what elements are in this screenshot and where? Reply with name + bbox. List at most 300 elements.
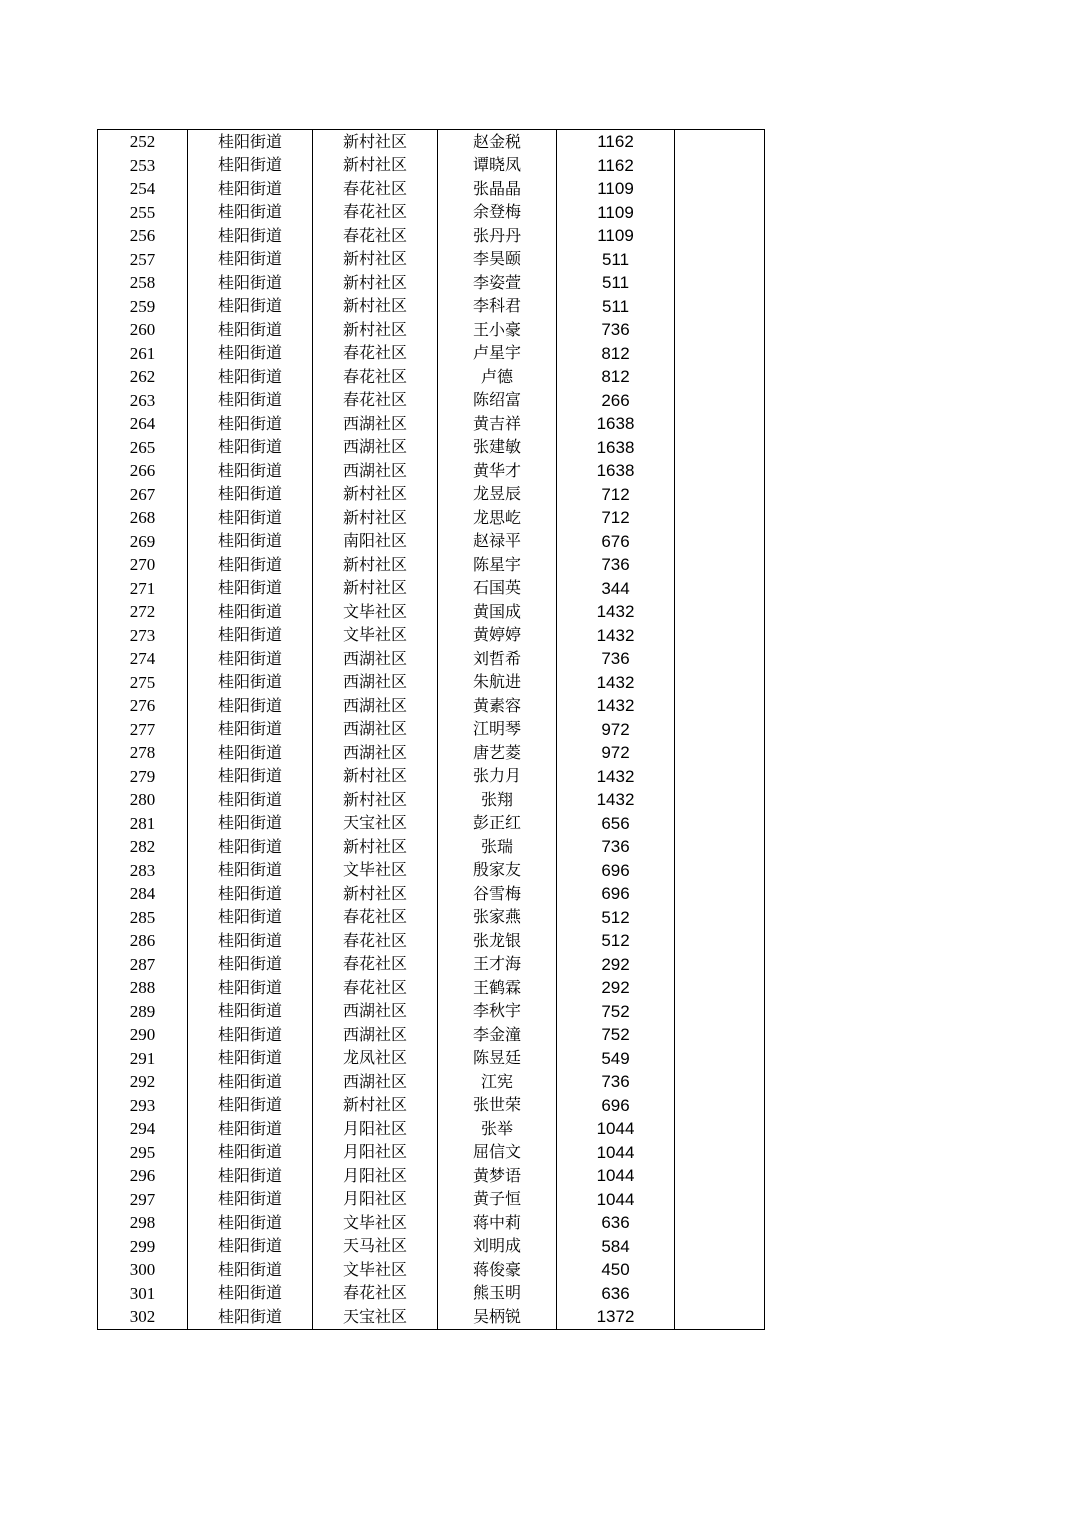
table-row: [98, 718, 765, 742]
cell-name: 黄吉祥: [438, 412, 557, 436]
cell-note: [675, 318, 765, 342]
cell-amount: 812: [557, 342, 675, 366]
cell-amount: 1044: [557, 1164, 675, 1188]
cell-community: 月阳社区: [313, 1141, 438, 1165]
table-row: [98, 365, 765, 389]
cell-name: 谭晓凤: [438, 154, 557, 178]
cell-note: [675, 624, 765, 648]
cell-name: 张丹丹: [438, 224, 557, 248]
cell-community: 春花社区: [313, 389, 438, 413]
cell-note: [675, 1188, 765, 1212]
cell-name: 卢德: [438, 365, 557, 389]
cell-amount: 736: [557, 1070, 675, 1094]
cell-community: 西湖社区: [313, 671, 438, 695]
cell-note: [675, 1164, 765, 1188]
cell-street: 桂阳街道: [188, 1305, 313, 1329]
cell-note: [675, 976, 765, 1000]
cell-note: [675, 765, 765, 789]
cell-street: 桂阳街道: [188, 577, 313, 601]
cell-community: 春花社区: [313, 929, 438, 953]
cell-amount: 736: [557, 835, 675, 859]
table-row: [98, 812, 765, 836]
cell-amount: 1162: [557, 154, 675, 178]
cell-number: 297: [98, 1188, 188, 1212]
cell-note: [675, 1117, 765, 1141]
cell-number: 278: [98, 741, 188, 765]
cell-note: [675, 953, 765, 977]
cell-street: 桂阳街道: [188, 976, 313, 1000]
cell-name: 屈信文: [438, 1141, 557, 1165]
cell-note: [675, 741, 765, 765]
cell-community: 西湖社区: [313, 694, 438, 718]
cell-street: 桂阳街道: [188, 1094, 313, 1118]
table-row: [98, 1211, 765, 1235]
cell-amount: 511: [557, 271, 675, 295]
cell-community: 春花社区: [313, 342, 438, 366]
cell-name: 王小豪: [438, 318, 557, 342]
cell-name: 刘哲希: [438, 647, 557, 671]
cell-number: 267: [98, 483, 188, 507]
cell-name: 黄国成: [438, 600, 557, 624]
cell-amount: 344: [557, 577, 675, 601]
cell-amount: 1044: [557, 1117, 675, 1141]
table-row: [98, 765, 765, 789]
cell-name: 陈昱廷: [438, 1047, 557, 1071]
cell-note: [675, 436, 765, 460]
cell-number: 279: [98, 765, 188, 789]
cell-community: 西湖社区: [313, 459, 438, 483]
cell-amount: 696: [557, 859, 675, 883]
cell-community: 春花社区: [313, 906, 438, 930]
cell-community: 天宝社区: [313, 1305, 438, 1329]
cell-community: 文毕社区: [313, 624, 438, 648]
cell-community: 新村社区: [313, 271, 438, 295]
cell-note: [675, 365, 765, 389]
cell-community: 西湖社区: [313, 647, 438, 671]
cell-amount: 696: [557, 882, 675, 906]
cell-number: 282: [98, 835, 188, 859]
cell-community: 新村社区: [313, 577, 438, 601]
cell-amount: 656: [557, 812, 675, 836]
cell-street: 桂阳街道: [188, 1141, 313, 1165]
cell-name: 朱航进: [438, 671, 557, 695]
cell-amount: 512: [557, 906, 675, 930]
cell-name: 黄素容: [438, 694, 557, 718]
cell-community: 春花社区: [313, 177, 438, 201]
cell-street: 桂阳街道: [188, 342, 313, 366]
cell-amount: 1372: [557, 1305, 675, 1329]
cell-note: [675, 859, 765, 883]
cell-street: 桂阳街道: [188, 1047, 313, 1071]
cell-street: 桂阳街道: [188, 271, 313, 295]
cell-number: 269: [98, 530, 188, 554]
cell-street: 桂阳街道: [188, 1211, 313, 1235]
table-row: [98, 577, 765, 601]
table-row: [98, 1094, 765, 1118]
cell-street: 桂阳街道: [188, 1235, 313, 1259]
cell-name: 黄子恒: [438, 1188, 557, 1212]
cell-amount: 1044: [557, 1141, 675, 1165]
cell-note: [675, 929, 765, 953]
cell-number: 271: [98, 577, 188, 601]
cell-amount: 712: [557, 506, 675, 530]
cell-amount: 676: [557, 530, 675, 554]
table-row: [98, 177, 765, 201]
table-row: [98, 953, 765, 977]
cell-street: 桂阳街道: [188, 1023, 313, 1047]
cell-note: [675, 812, 765, 836]
cell-name: 吴柄锐: [438, 1305, 557, 1329]
cell-street: 桂阳街道: [188, 647, 313, 671]
cell-note: [675, 577, 765, 601]
cell-amount: 511: [557, 295, 675, 319]
cell-name: 蒋俊豪: [438, 1258, 557, 1282]
cell-amount: 972: [557, 718, 675, 742]
cell-amount: 1109: [557, 201, 675, 225]
cell-name: 江宪: [438, 1070, 557, 1094]
cell-name: 张瑞: [438, 835, 557, 859]
cell-number: 276: [98, 694, 188, 718]
cell-number: 264: [98, 412, 188, 436]
cell-amount: 736: [557, 318, 675, 342]
table-row: [98, 224, 765, 248]
cell-street: 桂阳街道: [188, 1188, 313, 1212]
cell-name: 黄梦语: [438, 1164, 557, 1188]
cell-note: [675, 1235, 765, 1259]
cell-name: 王才海: [438, 953, 557, 977]
cell-amount: 1432: [557, 624, 675, 648]
cell-community: 西湖社区: [313, 1070, 438, 1094]
cell-street: 桂阳街道: [188, 812, 313, 836]
cell-number: 300: [98, 1258, 188, 1282]
cell-number: 277: [98, 718, 188, 742]
table-row: [98, 788, 765, 812]
cell-note: [675, 342, 765, 366]
cell-name: 余登梅: [438, 201, 557, 225]
cell-community: 春花社区: [313, 201, 438, 225]
table-row: [98, 1070, 765, 1094]
cell-amount: 1109: [557, 177, 675, 201]
cell-name: 张家燕: [438, 906, 557, 930]
table-row: [98, 271, 765, 295]
cell-street: 桂阳街道: [188, 530, 313, 554]
cell-note: [675, 906, 765, 930]
table-row: [98, 1047, 765, 1071]
cell-note: [675, 553, 765, 577]
cell-community: 文毕社区: [313, 1258, 438, 1282]
cell-number: 259: [98, 295, 188, 319]
cell-number: 299: [98, 1235, 188, 1259]
cell-name: 张力月: [438, 765, 557, 789]
cell-name: 石国英: [438, 577, 557, 601]
cell-community: 春花社区: [313, 953, 438, 977]
cell-street: 桂阳街道: [188, 1000, 313, 1024]
cell-amount: 266: [557, 389, 675, 413]
cell-name: 张龙银: [438, 929, 557, 953]
cell-note: [675, 412, 765, 436]
cell-amount: 1432: [557, 765, 675, 789]
cell-community: 新村社区: [313, 154, 438, 178]
cell-amount: 1044: [557, 1188, 675, 1212]
cell-name: 李科君: [438, 295, 557, 319]
cell-amount: 812: [557, 365, 675, 389]
table-row: [98, 600, 765, 624]
cell-note: [675, 600, 765, 624]
cell-name: 王鹤霖: [438, 976, 557, 1000]
cell-name: 殷家友: [438, 859, 557, 883]
cell-note: [675, 1070, 765, 1094]
table-row: [98, 1258, 765, 1282]
cell-name: 张世荣: [438, 1094, 557, 1118]
cell-number: 296: [98, 1164, 188, 1188]
cell-note: [675, 1211, 765, 1235]
cell-note: [675, 647, 765, 671]
cell-community: 春花社区: [313, 976, 438, 1000]
table-row: [98, 1141, 765, 1165]
cell-name: 张晶晶: [438, 177, 557, 201]
cell-number: 254: [98, 177, 188, 201]
cell-street: 桂阳街道: [188, 154, 313, 178]
cell-community: 新村社区: [313, 318, 438, 342]
cell-note: [675, 271, 765, 295]
cell-community: 西湖社区: [313, 1000, 438, 1024]
table-row: [98, 976, 765, 1000]
cell-community: 月阳社区: [313, 1188, 438, 1212]
cell-name: 黄华才: [438, 459, 557, 483]
cell-community: 文毕社区: [313, 1211, 438, 1235]
cell-street: 桂阳街道: [188, 412, 313, 436]
cell-amount: 292: [557, 953, 675, 977]
cell-street: 桂阳街道: [188, 600, 313, 624]
cell-community: 新村社区: [313, 295, 438, 319]
cell-note: [675, 154, 765, 178]
cell-number: 274: [98, 647, 188, 671]
table-row: [98, 506, 765, 530]
cell-name: 谷雪梅: [438, 882, 557, 906]
table-row: [98, 835, 765, 859]
cell-street: 桂阳街道: [188, 906, 313, 930]
cell-amount: 736: [557, 647, 675, 671]
cell-number: 266: [98, 459, 188, 483]
cell-street: 桂阳街道: [188, 859, 313, 883]
cell-number: 261: [98, 342, 188, 366]
table-row: [98, 530, 765, 554]
cell-community: 新村社区: [313, 1094, 438, 1118]
cell-note: [675, 530, 765, 554]
table-row: [98, 1188, 765, 1212]
cell-street: 桂阳街道: [188, 553, 313, 577]
cell-number: 265: [98, 436, 188, 460]
cell-community: 文毕社区: [313, 859, 438, 883]
cell-community: 西湖社区: [313, 718, 438, 742]
table-row: [98, 318, 765, 342]
cell-number: 280: [98, 788, 188, 812]
table-row: [98, 154, 765, 178]
cell-name: 黄婷婷: [438, 624, 557, 648]
cell-community: 月阳社区: [313, 1117, 438, 1141]
cell-street: 桂阳街道: [188, 741, 313, 765]
table-row: [98, 624, 765, 648]
cell-note: [675, 1282, 765, 1306]
cell-community: 新村社区: [313, 765, 438, 789]
cell-amount: 1162: [557, 130, 675, 154]
cell-street: 桂阳街道: [188, 929, 313, 953]
cell-name: 彭正红: [438, 812, 557, 836]
cell-name: 龙昱辰: [438, 483, 557, 507]
cell-street: 桂阳街道: [188, 1117, 313, 1141]
table-row: [98, 412, 765, 436]
table-row: [98, 882, 765, 906]
cell-number: 268: [98, 506, 188, 530]
table-row: [98, 389, 765, 413]
cell-number: 287: [98, 953, 188, 977]
cell-number: 270: [98, 553, 188, 577]
cell-community: 新村社区: [313, 506, 438, 530]
cell-street: 桂阳街道: [188, 506, 313, 530]
cell-amount: 1432: [557, 600, 675, 624]
cell-amount: 292: [557, 976, 675, 1000]
cell-amount: 1638: [557, 459, 675, 483]
cell-name: 李金潼: [438, 1023, 557, 1047]
cell-community: 西湖社区: [313, 412, 438, 436]
table-row: [98, 295, 765, 319]
table-row: [98, 436, 765, 460]
cell-note: [675, 459, 765, 483]
table-body: [98, 130, 765, 1330]
table-row: [98, 553, 765, 577]
cell-street: 桂阳街道: [188, 1258, 313, 1282]
table-row: [98, 483, 765, 507]
cell-note: [675, 718, 765, 742]
cell-note: [675, 671, 765, 695]
cell-name: 李姿萱: [438, 271, 557, 295]
cell-name: 陈星宇: [438, 553, 557, 577]
cell-note: [675, 835, 765, 859]
table-row: [98, 694, 765, 718]
cell-number: 284: [98, 882, 188, 906]
cell-note: [675, 1094, 765, 1118]
cell-number: 253: [98, 154, 188, 178]
cell-name: 唐艺菱: [438, 741, 557, 765]
cell-community: 天宝社区: [313, 812, 438, 836]
cell-community: 春花社区: [313, 365, 438, 389]
cell-number: 292: [98, 1070, 188, 1094]
cell-community: 新村社区: [313, 788, 438, 812]
cell-street: 桂阳街道: [188, 624, 313, 648]
cell-number: 281: [98, 812, 188, 836]
cell-name: 江明琴: [438, 718, 557, 742]
cell-amount: 549: [557, 1047, 675, 1071]
table-row: [98, 1000, 765, 1024]
cell-name: 刘明成: [438, 1235, 557, 1259]
cell-amount: 1432: [557, 671, 675, 695]
table-row: [98, 671, 765, 695]
cell-amount: 1432: [557, 788, 675, 812]
cell-community: 新村社区: [313, 130, 438, 154]
cell-number: 289: [98, 1000, 188, 1024]
cell-community: 西湖社区: [313, 741, 438, 765]
cell-name: 赵禄平: [438, 530, 557, 554]
cell-number: 273: [98, 624, 188, 648]
cell-amount: 972: [557, 741, 675, 765]
cell-number: 272: [98, 600, 188, 624]
cell-number: 285: [98, 906, 188, 930]
table-row: [98, 201, 765, 225]
cell-community: 新村社区: [313, 882, 438, 906]
cell-number: 256: [98, 224, 188, 248]
cell-note: [675, 1305, 765, 1329]
cell-amount: 1638: [557, 412, 675, 436]
table-row: [98, 130, 765, 154]
cell-number: 255: [98, 201, 188, 225]
cell-number: 286: [98, 929, 188, 953]
cell-community: 龙凤社区: [313, 1047, 438, 1071]
cell-amount: 696: [557, 1094, 675, 1118]
cell-number: 298: [98, 1211, 188, 1235]
cell-note: [675, 1258, 765, 1282]
cell-note: [675, 389, 765, 413]
cell-note: [675, 224, 765, 248]
cell-note: [675, 1000, 765, 1024]
cell-name: 张翔: [438, 788, 557, 812]
cell-street: 桂阳街道: [188, 718, 313, 742]
cell-street: 桂阳街道: [188, 365, 313, 389]
cell-street: 桂阳街道: [188, 483, 313, 507]
cell-street: 桂阳街道: [188, 201, 313, 225]
cell-street: 桂阳街道: [188, 177, 313, 201]
cell-community: 新村社区: [313, 835, 438, 859]
cell-note: [675, 177, 765, 201]
cell-note: [675, 201, 765, 225]
cell-amount: 1109: [557, 224, 675, 248]
cell-note: [675, 882, 765, 906]
cell-amount: 512: [557, 929, 675, 953]
cell-name: 陈绍富: [438, 389, 557, 413]
cell-amount: 1638: [557, 436, 675, 460]
cell-note: [675, 130, 765, 154]
cell-number: 258: [98, 271, 188, 295]
cell-note: [675, 248, 765, 272]
cell-street: 桂阳街道: [188, 788, 313, 812]
cell-street: 桂阳街道: [188, 1282, 313, 1306]
cell-community: 西湖社区: [313, 1023, 438, 1047]
cell-note: [675, 483, 765, 507]
cell-street: 桂阳街道: [188, 671, 313, 695]
cell-name: 卢星宇: [438, 342, 557, 366]
table-row: [98, 647, 765, 671]
cell-number: 262: [98, 365, 188, 389]
cell-note: [675, 1141, 765, 1165]
cell-name: 张举: [438, 1117, 557, 1141]
cell-note: [675, 788, 765, 812]
cell-number: 295: [98, 1141, 188, 1165]
table-row: [98, 1117, 765, 1141]
cell-note: [675, 1023, 765, 1047]
cell-name: 蒋中莉: [438, 1211, 557, 1235]
table-row: [98, 906, 765, 930]
cell-amount: 1432: [557, 694, 675, 718]
cell-community: 新村社区: [313, 553, 438, 577]
cell-street: 桂阳街道: [188, 1164, 313, 1188]
cell-street: 桂阳街道: [188, 882, 313, 906]
cell-street: 桂阳街道: [188, 248, 313, 272]
cell-amount: 636: [557, 1211, 675, 1235]
cell-number: 293: [98, 1094, 188, 1118]
cell-name: 李秋宇: [438, 1000, 557, 1024]
cell-number: 288: [98, 976, 188, 1000]
cell-community: 西湖社区: [313, 436, 438, 460]
cell-amount: 712: [557, 483, 675, 507]
